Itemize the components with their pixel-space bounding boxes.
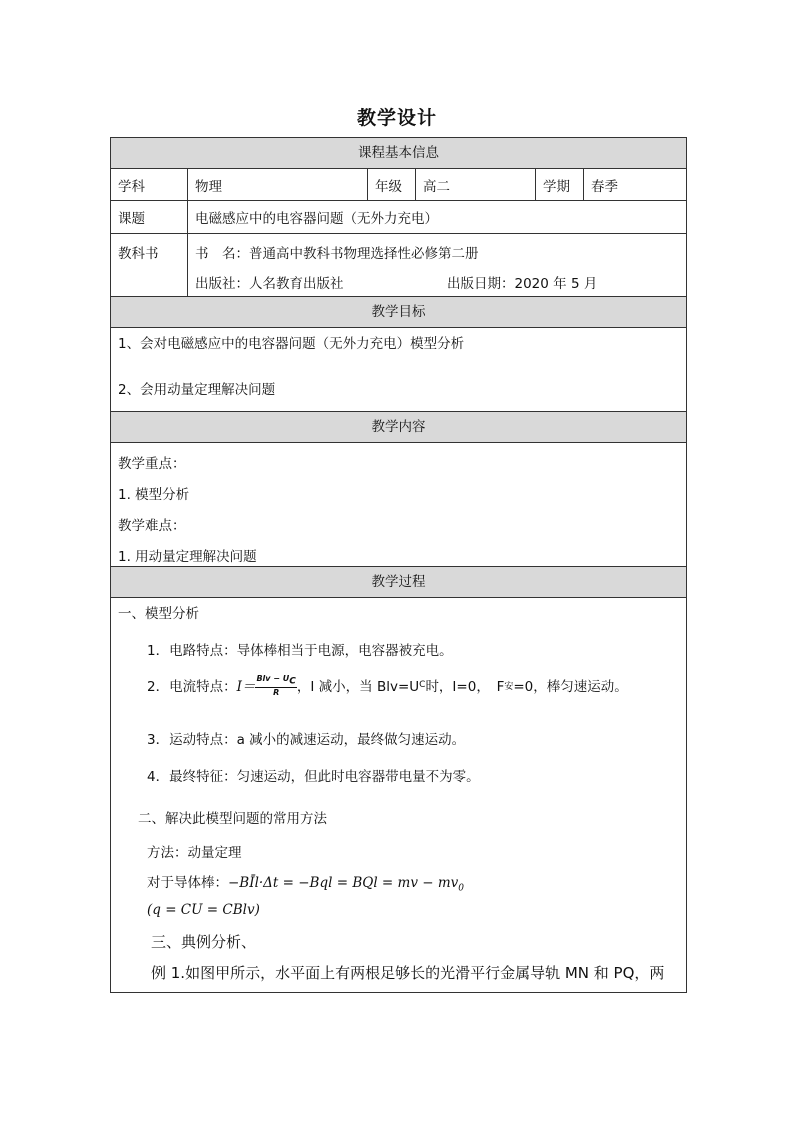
current-feature-middle: ，I 减小，当 Blv=U — [296, 679, 420, 696]
publisher: 出版社：人名教育出版社 — [195, 276, 344, 292]
momentum-equation: −BĪl·Δt = −Bql = BQl = mv − mv — [228, 875, 459, 891]
content-body — [111, 443, 686, 567]
conductor-equation — [147, 871, 464, 894]
difficulty-label: 教学难点： — [118, 518, 186, 534]
fraction-denominator: R — [273, 687, 280, 697]
topic-value: 电磁感应中的电容器问题（无外力充电） — [187, 201, 686, 233]
process-heading-3: 三、典例分析、 — [151, 933, 257, 951]
textbook-label: 教科书 — [118, 246, 159, 262]
textbook-details — [187, 234, 686, 296]
info-row-topic — [111, 201, 686, 234]
info-row-textbook — [111, 234, 686, 297]
current-sub-an: 安 — [504, 681, 514, 692]
motion-feature: 3．运动特点：a 减小的减速运动，最终做匀速运动。 — [147, 732, 466, 748]
goal-1: 1、会对电磁感应中的电容器问题（无外力充电）模型分析 — [118, 336, 465, 352]
goal-2: 2、会用动量定理解决问题 — [118, 382, 276, 398]
goals-body — [111, 328, 686, 412]
current-symbol: I＝ — [236, 679, 256, 696]
momentum-equation-sub: 0 — [458, 883, 465, 894]
grade-label: 年级 — [367, 169, 415, 200]
fraction-numerator-sub: C — [289, 676, 296, 687]
subject-label: 学科 — [118, 178, 145, 195]
term-label: 学期 — [535, 169, 583, 200]
current-feature-prefix: 2．电流特点： — [147, 679, 237, 696]
document-title: 教学设计 — [356, 107, 437, 129]
topic-label: 课题 — [118, 211, 145, 227]
example-1: 例 1.如图甲所示，水平面上有两根足够长的光滑平行金属导轨 MN 和 PQ，两 — [151, 964, 665, 982]
section-process: 教学过程 — [111, 567, 686, 598]
current-feature-end: =0，棒匀速运动。 — [513, 679, 628, 696]
term-value: 春季 — [583, 169, 687, 200]
fraction-numerator: Blv − U — [256, 674, 290, 683]
process-heading-1: 一、模型分析 — [118, 606, 199, 622]
book-name: 书 名：普通高中教科书物理选择性必修第二册 — [195, 246, 479, 262]
key-point-label: 教学重点： — [118, 456, 186, 472]
section-content: 教学内容 — [111, 412, 686, 443]
publication-date: 出版日期：2020 年 5 月 — [447, 276, 598, 292]
difficulty-item: 1. 用动量定理解决问题 — [118, 549, 257, 565]
process-body — [111, 598, 686, 992]
lesson-plan-table — [110, 137, 687, 993]
conductor-label: 对于导体棒： — [147, 875, 228, 891]
section-goals: 教学目标 — [111, 297, 686, 328]
charge-relation: (q = CU = CBlv) — [147, 902, 260, 918]
current-feature — [147, 674, 628, 697]
section-basic-info: 课程基本信息 — [111, 138, 686, 169]
final-feature: 4．最终特征：匀速运动，但此时电容器带电量不为零。 — [147, 769, 480, 785]
info-row-subject — [111, 169, 686, 201]
process-heading-2: 二、解决此模型问题的常用方法 — [138, 811, 327, 827]
current-fraction — [255, 674, 296, 697]
current-sub-c: C — [419, 680, 426, 691]
subject-value: 物理 — [187, 169, 367, 200]
grade-value: 高二 — [415, 169, 535, 200]
key-point-item: 1. 模型分析 — [118, 487, 190, 503]
circuit-feature: 1．电路特点：导体棒相当于电源，电容器被充电。 — [147, 643, 453, 659]
current-feature-after: 时，I=0， F — [425, 679, 505, 696]
method-line: 方法：动量定理 — [147, 845, 242, 861]
